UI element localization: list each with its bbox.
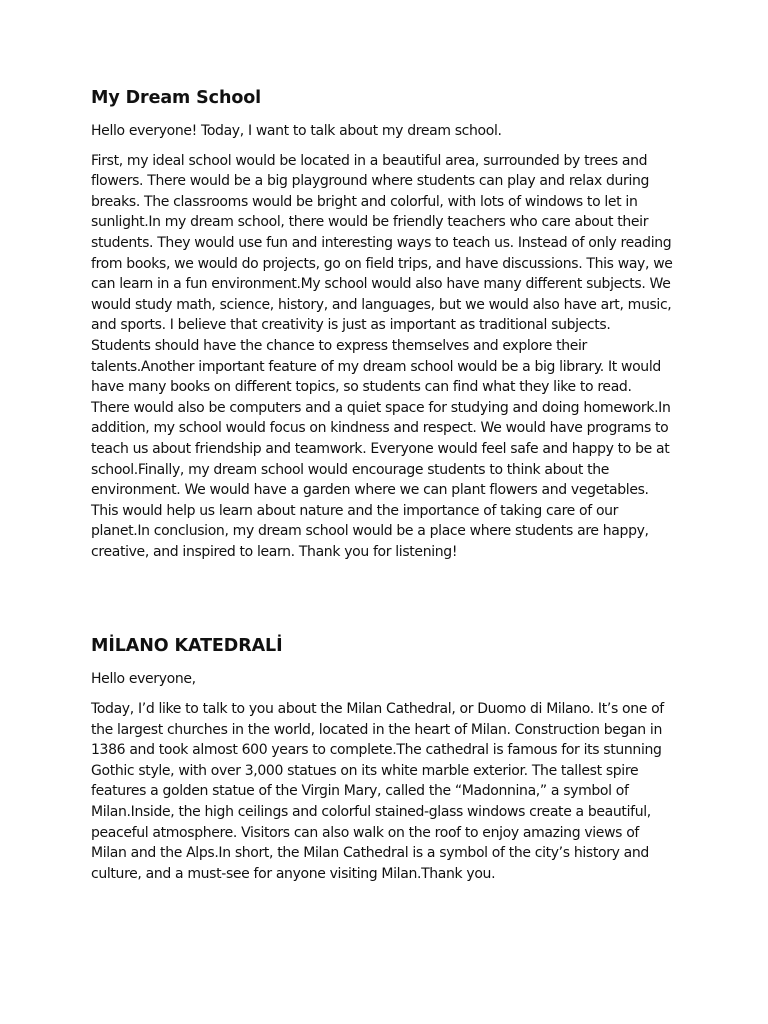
paragraph-body: First, my ideal school would be located in a beautiful area, surrounded by trees and flowers. There would be a big playground where students can play and relax during breaks. The classrooms would be bright and colorful, with lots of windows to let in sunlight.In my dream school, there would be friendly teachers who care about their students. They would use fun and interesting ways to teach us. Instead of only reading from books, we would do projects, go on field trips, and have discussions. This way, we can learn in a fun environment.My school would also have many different subjects. We would study math, science, history, and languages, but we would also have art, music, and sports. I believe that creativity is just as important as traditional subjects. Students should have the chance to express themselves and explore their talents.Another important feature of my dream school would be a big library. It would have many books on different topics, so students can find what they like to read. There would also be computers and a quiet space for studying and doing homework.In addition, my school would focus on kindness and respect. We would have programs to teach us about friendship and teamwork. Everyone would feel safe and happy to be at school.Finally, my dream school would encourage students to think about the environment. We would have a garden where we can plant flowers and vegetables. This would help us learn about nature and the importance of taking care of our planet.In conclusion, my dream school would be a place where students are happy, creative, and inspired to learn. Thank you for listening! <box>91 152 673 560</box>
section-title: MİLANO KATEDRALİ <box>91 636 283 657</box>
paragraph-body: Today, I’d like to talk to you about the Milan Cathedral, or Duomo di Milano. It’s one of the largest churches in the world, located in the heart of Milan. Construction began in 1386 and took almost 600 years to complete.The cathedral is famous for its stunning Gothic style, with over 3,000 statues on its white marble exterior. The tallest spire features a golden statue of the Virgin Mary, called the “Madonnina,” a symbol of Milan.Inside, the high ceilings and colorful stained-glass windows create a beautiful, peaceful atmosphere. Visitors can also walk on the roof to enjoy amazing views of Milan and the Alps.In short, the Milan Cathedral is a symbol of the city’s history and culture, and a must-see for anyone visiting Milan.Thank you. <box>91 701 664 882</box>
section-title: My Dream School <box>91 88 262 108</box>
paragraph-greeting: Hello everyone, <box>91 671 196 688</box>
document-page <box>91 86 673 893</box>
section-dream-school <box>91 86 673 562</box>
section-milan-cathedral <box>91 634 673 884</box>
paragraph-greeting: Hello everyone! Today, I want to talk about my dream school. <box>91 123 502 139</box>
